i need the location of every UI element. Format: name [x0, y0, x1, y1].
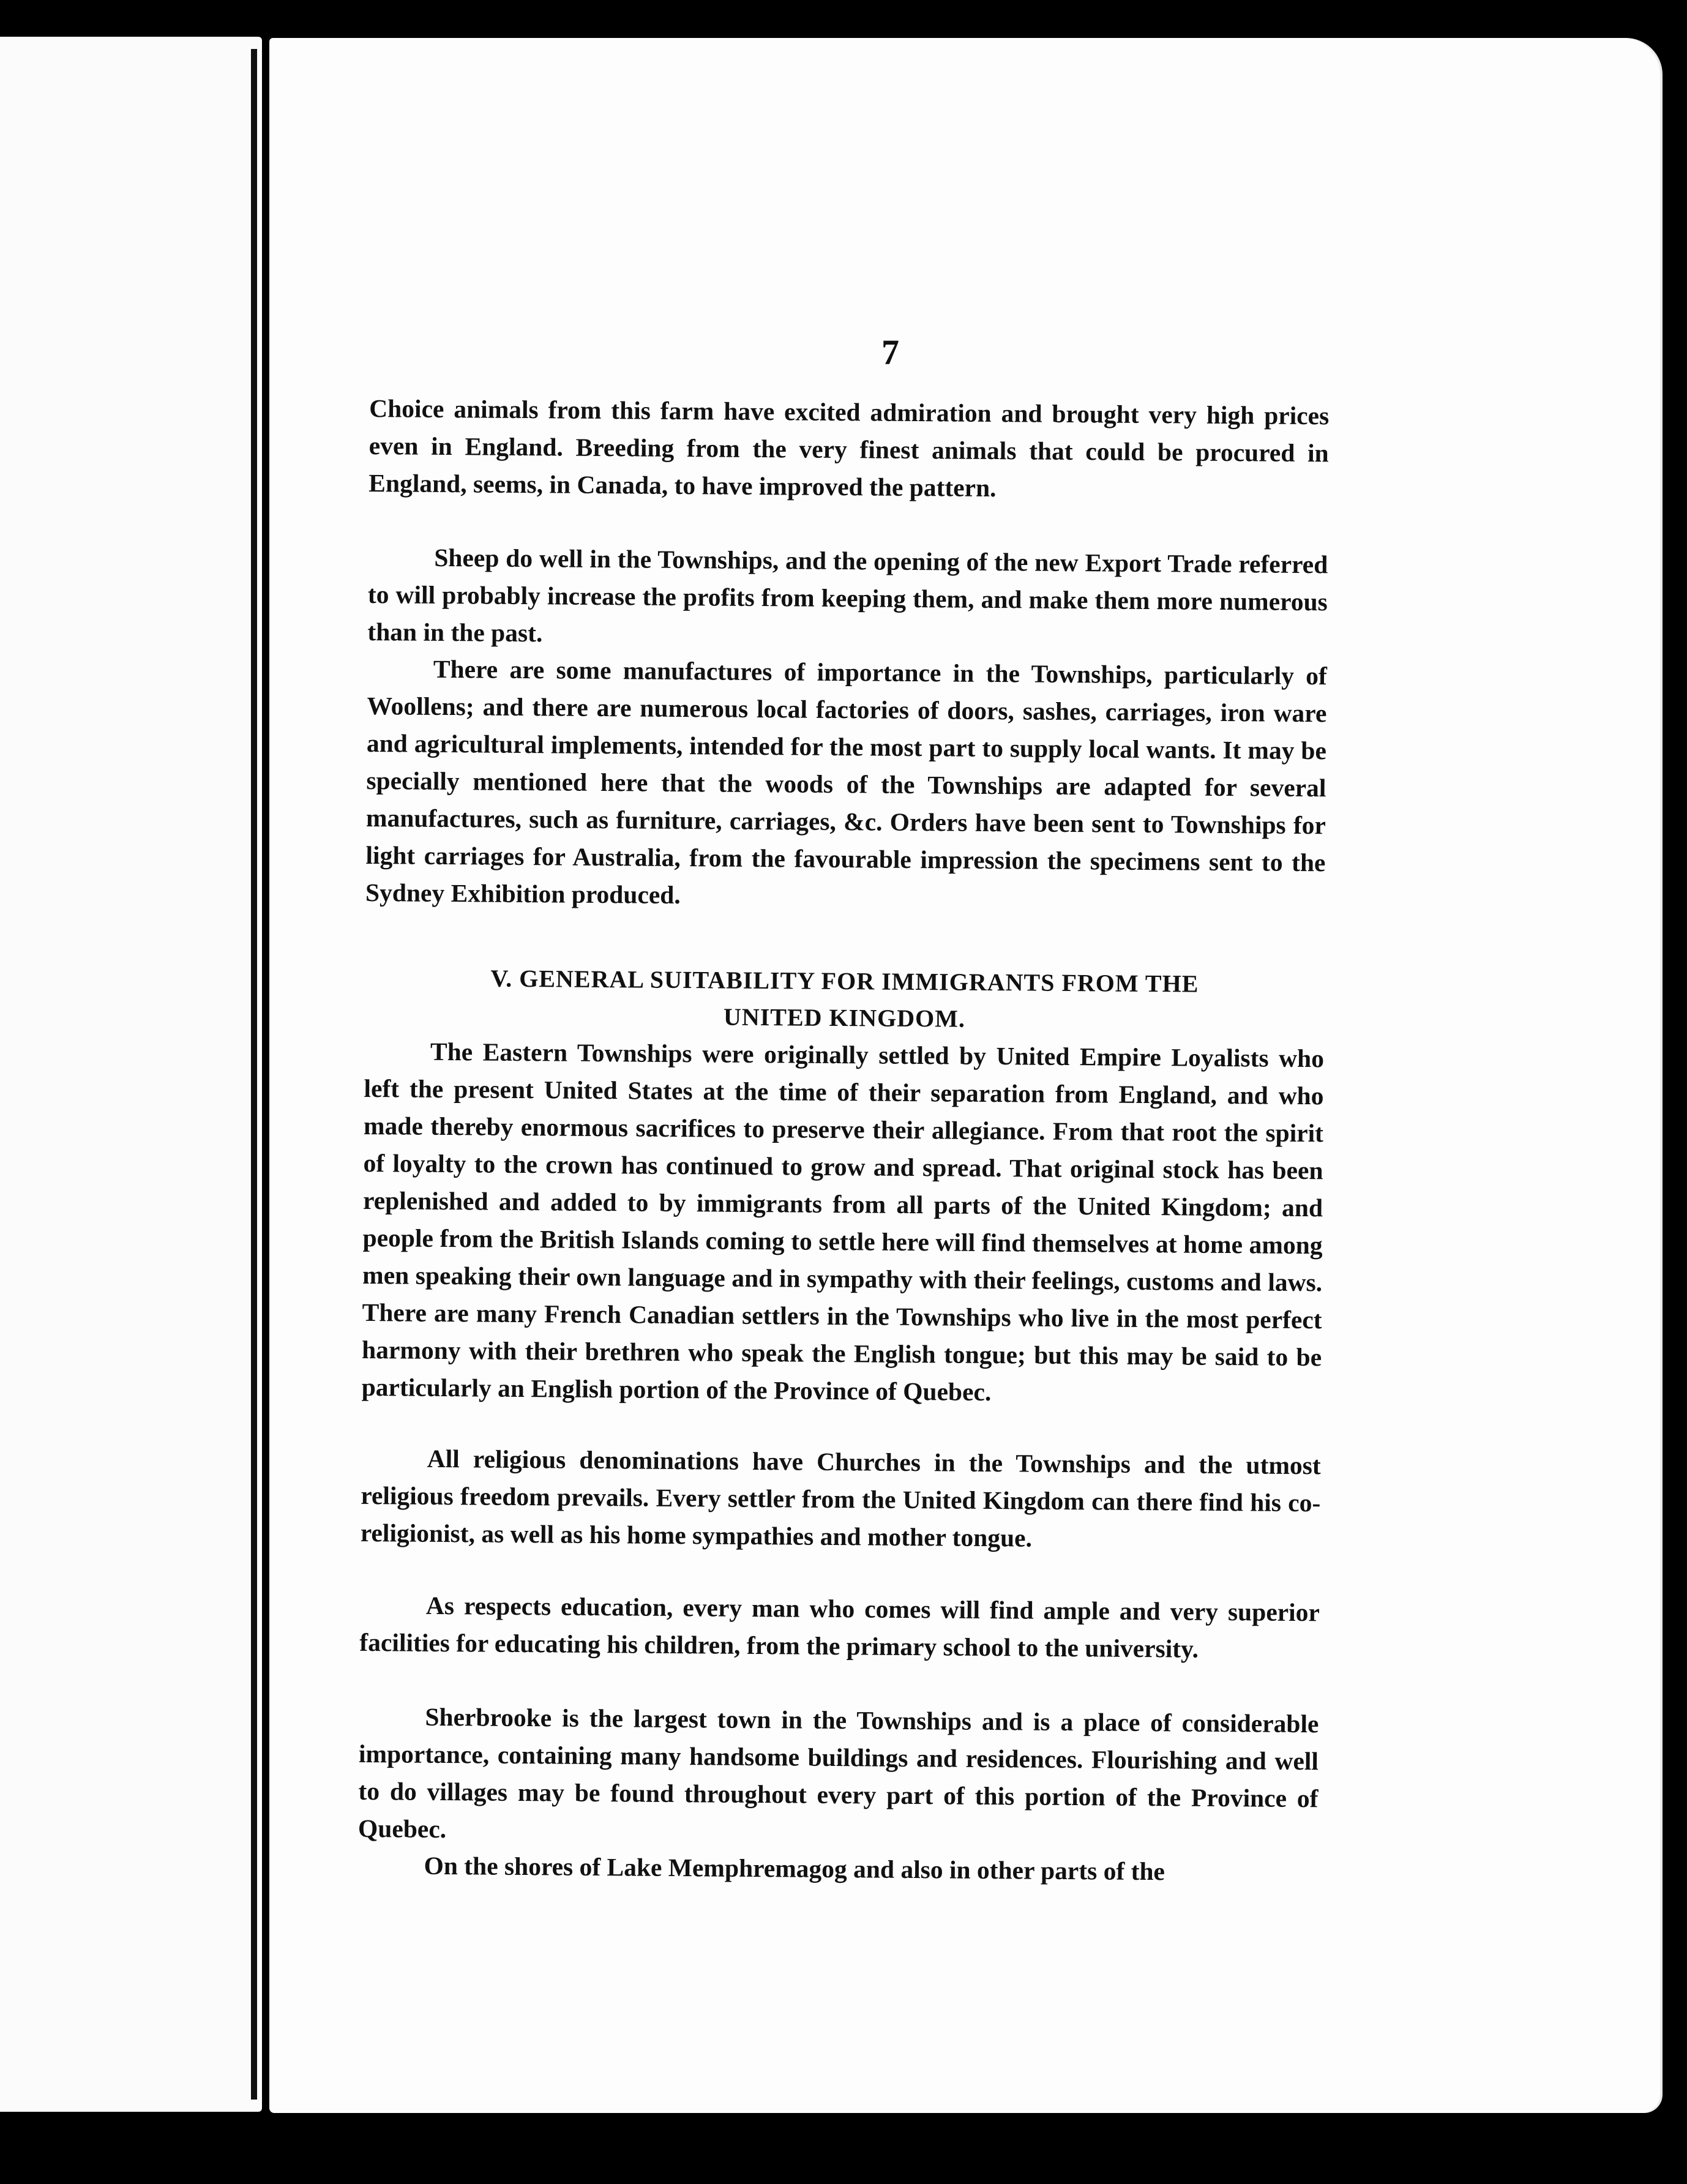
previous-page-edge — [0, 37, 262, 2112]
paragraph-choice-animals: Choice animals from this farm have excited admiration and brought very high prices even in England. Breeding from the very finest animals that could be procured in England, seems, in Canada, to have improved the pattern. — [368, 394, 1330, 503]
paragraph-education: As respects education, every man who comes will find ample and very superior facilities for educating his children, from the primary school to the university. — [359, 1591, 1320, 1663]
paragraph-religion: All religious denominations have Churches in the Townships and the utmost religious freedom prevails. Every settler from the United Kingdom can there find his co-religionist, as well as his home sympathies and mother tongue. — [360, 1444, 1321, 1552]
page-number: 7 — [881, 332, 899, 372]
paragraph-lake-memphremagog: On the shores of Lake Memphremagog and also in other parts of the — [424, 1851, 1165, 1886]
page-body — [357, 38, 1332, 1886]
paragraph-manufactures: There are some manufactures of importance in the Townships, particularly of Woollens; and there are numerous local factories of doors, sashes, carriages, iron ware and agricultural implements, intended for the most part to supply local wants. It may be specially mentioned here that the woods of the Townships are adapted for several manufactures, such as furniture, carriages, &c. Orders have been sent to Townships for light carriages for Australia, from the favourable impression the specimens sent to the Sydney Exhibition produced. — [365, 654, 1328, 909]
paragraph-sheep: Sheep do well in the Townships, and the opening of the new Export Trade referred to will probably increase the profits from keeping them, and make them more numerous than in the past. — [367, 543, 1328, 648]
section-heading — [364, 959, 1325, 1040]
book-spine — [251, 49, 257, 2100]
section-heading-line-1: V. GENERAL SUITABILITY FOR IMMIGRANTS FROM THE — [490, 964, 1199, 998]
document-page — [269, 38, 1660, 2113]
paragraph-eastern-townships: The Eastern Townships were originally settled by United Empire Loyalists who left the present United States at the time of their separation from England, and who made thereby enormous sacrifices to preserve their allegiance. From that root the spirit of loyalty to the crown has continued to grow and spread. That original stock has been replenished and added to by immigrants from all parts of the United Kingdom; and people from the British Islands coming to settle here will find themselves at home among men speaking their own language and in sympathy with their feelings, customs and laws. There are many French Canadian settlers in the Townships who live in the most perfect harmony with their brethren who speak the English tongue; but this may be said to be particularly an English portion of the Province of Quebec. — [361, 1037, 1325, 1407]
paragraph-sherbrooke: Sherbrooke is the largest town in the Townships and is a place of considerable importance, containing many handsome buildings and residences. Flourishing and well to do villages may be found throughout every part of this portion of the Province of Quebec. — [357, 1702, 1319, 1844]
section-heading-line-2: UNITED KINGDOM. — [723, 1003, 966, 1033]
